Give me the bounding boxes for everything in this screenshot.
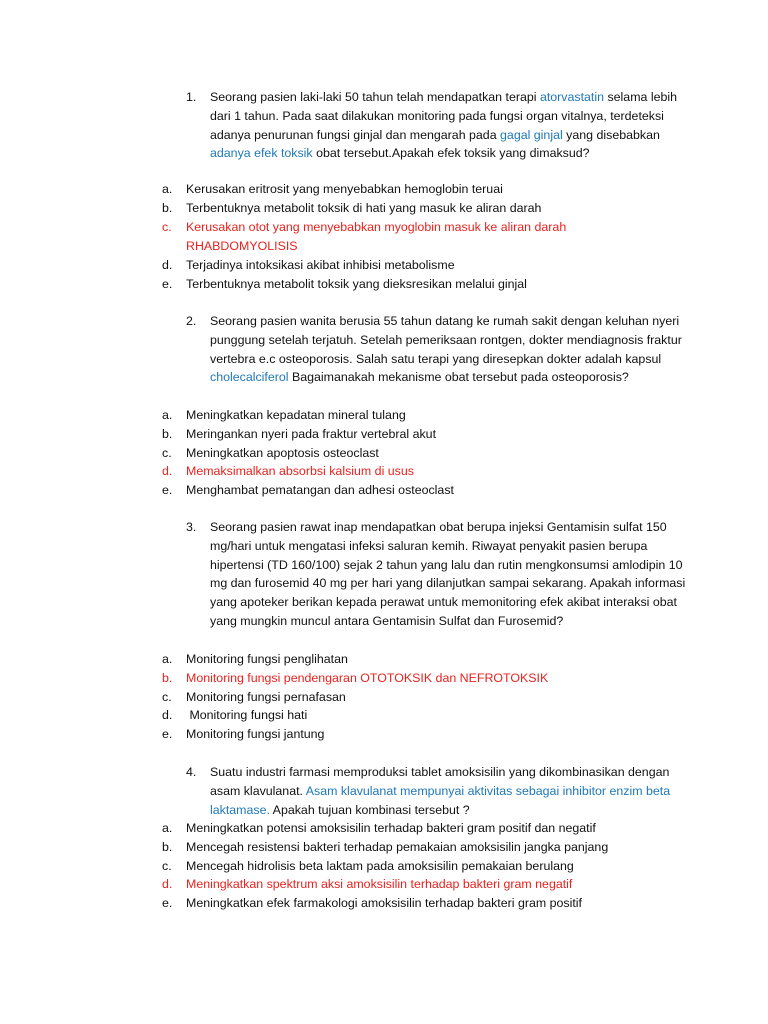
- option-letter: d.: [162, 708, 173, 722]
- option-letter: c.: [162, 859, 172, 873]
- question-text: Seorang pasien rawat inap mendapatkan obat berupa injeksi Gentamisin sulfat 150 mg/hari untuk mengatasi infeksi saluran kemih. Riwayat penyakit pasien berupa hipertensi (TD 160/100) sejak 2 tahun yang lalu dan rutin mengkonsumsi amlodipin 10 mg dan furosemid 40 mg per hari yang dilanjutkan sampai sekarang. Apakah informasi yang apoteker berikan kepada perawat untuk memonitoring efek akibat interaksi obat yang mungkin muncul antara Gentamisin Sulfat dan Furosemid?: [210, 520, 686, 628]
- option-letter: a.: [162, 821, 173, 835]
- option-4a: [162, 819, 702, 838]
- option-text: Meningkatkan potensi amoksisilin terhadap bakteri gram positif dan negatif: [186, 821, 596, 835]
- option-text: Meningkatkan efek farmakologi amoksisilin terhadap bakteri gram positif: [186, 896, 583, 910]
- option-text: Monitoring fungsi penglihatan: [186, 652, 348, 666]
- option-1a: [162, 180, 682, 199]
- option-3e: [162, 725, 682, 744]
- question-text: [186, 312, 686, 387]
- highlighted-term: cholecalciferol: [210, 370, 289, 385]
- option-2d-correct: [162, 462, 682, 481]
- option-text: Meningkatkan apoptosis osteoclast: [186, 446, 379, 460]
- option-3d: [162, 706, 682, 725]
- option-letter: c.: [162, 220, 172, 234]
- option-letter: c.: [162, 446, 172, 460]
- option-letter: d.: [162, 877, 173, 891]
- option-text: Monitoring fungsi jantung: [186, 727, 325, 741]
- option-letter: e.: [162, 277, 173, 291]
- question-text-part: Suatu industri farmasi memproduksi tablet amoksisilin yang dikombinasikan dengan asam klavulanat.: [210, 765, 670, 798]
- option-letter: a.: [162, 182, 173, 196]
- question-3: [186, 518, 686, 631]
- highlighted-term: Asam klavulanat mempunyai aktivitas sebagai inhibitor enzim beta laktamase.: [210, 783, 671, 817]
- option-text: Terjadinya intoksikasi akibat inhibisi metabolisme: [186, 258, 455, 272]
- option-letter: b.: [162, 427, 173, 441]
- option-1d: [162, 256, 682, 275]
- option-text: Kerusakan otot yang menyebabkan myoglobin masuk ke aliran darah RHABDOMYOLISIS: [186, 220, 567, 253]
- option-letter: a.: [162, 408, 173, 422]
- option-2b: [162, 425, 682, 444]
- question-2: [186, 312, 686, 387]
- option-letter: d.: [162, 464, 173, 478]
- question-text-part: obat tersebut.Apakah efek toksik yang dimaksud?: [312, 146, 590, 161]
- question-1: [186, 88, 686, 163]
- option-text: Menghambat pematangan dan adhesi osteoclast: [186, 483, 454, 497]
- option-text: Meningkatkan spektrum aksi amoksisilin terhadap bakteri gram negatif: [186, 877, 573, 891]
- option-4d-correct: [162, 875, 702, 894]
- option-text: Terbentuknya metabolit toksik yang dieksresikan melalui ginjal: [186, 277, 527, 291]
- question-text-part: Apakah tujuan kombinasi tersebut ?: [269, 802, 470, 817]
- highlighted-term: adanya efek toksik: [210, 146, 313, 161]
- question-number: 4.: [186, 765, 197, 779]
- option-letter: d.: [162, 258, 173, 272]
- question-text: [186, 88, 686, 163]
- option-text: Mencegah hidrolisis beta laktam pada amoksisilin pemakaian berulang: [186, 859, 574, 873]
- option-letter: e.: [162, 896, 173, 910]
- option-3c: [162, 688, 682, 707]
- option-1e: [162, 275, 682, 294]
- option-text: Memaksimalkan absorbsi kalsium di usus: [186, 464, 414, 478]
- option-letter: b.: [162, 671, 173, 685]
- option-text: Meringankan nyeri pada fraktur vertebral akut: [186, 427, 437, 441]
- question-text-part: yang disebabkan: [562, 127, 660, 142]
- option-text: Monitoring fungsi pendengaran OTOTOKSIK dan NEFROTOKSIK: [186, 671, 549, 685]
- option-4e: [162, 894, 702, 913]
- option-text: Terbentuknya metabolit toksik di hati yang masuk ke aliran darah: [186, 201, 542, 215]
- option-3a: [162, 650, 682, 669]
- question-number: 2.: [186, 314, 197, 328]
- option-letter: b.: [162, 201, 173, 215]
- option-text: Monitoring fungsi hati: [186, 708, 308, 722]
- question-text-part: Bagaimanakah mekanisme obat tersebut pada osteoporosis?: [288, 370, 629, 385]
- question-text-part: Seorang pasien laki-laki 50 tahun telah mendapatkan terapi: [210, 90, 540, 104]
- question-text-part: Seorang pasien wanita berusia 55 tahun datang ke rumah sakit dengan keluhan nyeri punggung setelah terjatuh. Setelah pemeriksaan rontgen, dokter mendiagnosis fraktur vertebra e.c osteoporosis. Salah satu terapi yang diresepkan dokter adalah kapsul: [210, 314, 682, 366]
- option-1c-correct: [162, 218, 602, 256]
- option-letter: c.: [162, 690, 172, 704]
- option-text: Meningkatkan kepadatan mineral tulang: [186, 408, 406, 422]
- option-2a: [162, 406, 682, 425]
- option-letter: b.: [162, 840, 173, 854]
- highlighted-term: gagal ginjal: [500, 127, 563, 142]
- question-4: [186, 763, 686, 819]
- option-3b-correct: [162, 669, 682, 688]
- option-letter: a.: [162, 652, 173, 666]
- option-text: Monitoring fungsi pernafasan: [186, 690, 346, 704]
- option-1b: [162, 199, 682, 218]
- option-letter: e.: [162, 483, 173, 497]
- highlighted-term: atorvastatin: [539, 90, 605, 104]
- option-letter: e.: [162, 727, 173, 741]
- option-4b: [162, 838, 702, 857]
- option-text: Mencegah resistensi bakteri terhadap pemakaian amoksisilin jangka panjang: [186, 840, 609, 854]
- option-4c: [162, 857, 702, 876]
- option-2e: [162, 481, 682, 500]
- option-2c: [162, 444, 682, 463]
- question-number: 3.: [186, 520, 197, 534]
- option-text: Kerusakan eritrosit yang menyebabkan hemoglobin teruai: [186, 182, 503, 196]
- question-number: 1.: [186, 90, 197, 104]
- question-text-part: selama lebih dari 1 tahun. Pada saat dilakukan monitoring pada fungsi organ vitalnya, terdeteksi adanya penurunan fungsi ginjal dan mengarah pada: [210, 90, 678, 142]
- question-text: [186, 763, 686, 819]
